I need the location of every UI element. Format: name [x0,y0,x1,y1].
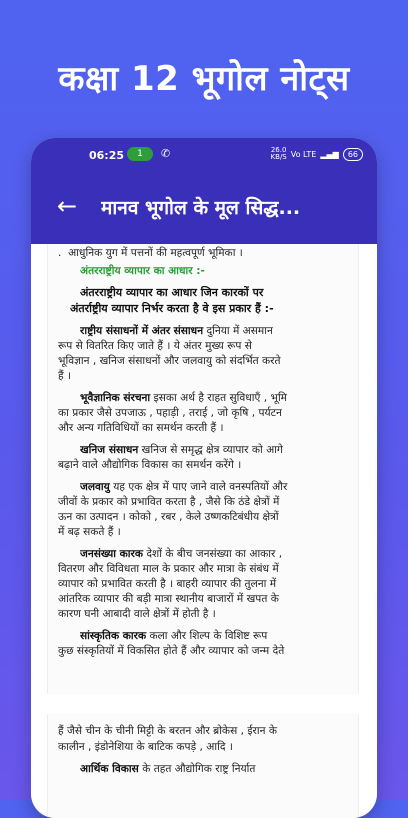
paragraph-line: का प्रकार जैसे उपजाऊ , पहाड़ी , तराई , जो कृषि , पर्यटन [58,407,282,419]
status-icons [271,147,363,161]
line-text: कला और शिल्प के विशिष्ट रूप [146,630,268,642]
paragraph-line: कालीन , इंडोनेशिया के बाटिक कपड़े , आदि । [58,741,233,753]
term-bold: संसाधन [173,325,204,337]
term-bold: सांस्कृतिक कारक [80,630,147,642]
term-bold: जनसंख्या कारक [80,548,144,560]
paragraph-line: हैं जैसे चीन के चीनी मिट्टी के बरतन और ब्रोकेस , ईरान के [58,725,277,737]
back-arrow-icon[interactable]: ← [57,192,78,220]
notes-content[interactable] [31,244,377,818]
term-bold: जलवायु [80,481,110,493]
notes-page-2 [47,714,359,818]
battery-level: 66 [347,149,358,159]
phone-frame [31,138,377,818]
paragraph-line: बढ़ाने वाले औद्योगिक विकास का समर्थन करेंगे । [58,459,242,471]
call-icon: ✆ [161,147,171,160]
paragraph-line: ऊन का उत्पादन । कोको , रबर , केले उष्णकटिबंधीय क्षेत्रों [58,511,279,523]
paragraph-line: हैं । [58,370,72,382]
term-bold: भूवैज्ञानिक संरचना [80,392,151,404]
text-line: . आधुनिक युग में पत्तनों की महत्वपूर्ण भूमिका । [58,247,243,259]
volte-badge: Vo LTE [290,149,317,159]
notes-page [47,244,359,694]
term-bold: खनिज संसाधन [80,444,139,456]
paragraph-line: में बढ़ सकते हैं । [58,526,121,538]
network-speed [271,147,287,161]
paragraph-line: व्यापार को प्रभावित करती है । बाहरी व्यापार की तुलना में [58,578,277,590]
paragraph-line: आंतरिक व्यापार की बड़ी मात्रा स्थानीय बाजारों में खपत के [58,593,279,605]
paragraph-line [80,762,377,776]
paragraph-line: और अन्य गतिविधियों का समर्थन करती हैं । [58,422,224,434]
page-gap [47,694,357,714]
speed-value: 26.0 [270,146,287,154]
line-text: दुनिया में असमान [203,325,273,337]
line-text: यह एक क्षेत्र में पाए जाने वाले वनस्पतियों और [109,481,288,493]
sub-heading: अंतरराष्ट्रीय व्यापार का आधार :- [80,265,205,277]
term-bold: आर्थिक विकास [80,763,139,775]
battery-icon [343,148,363,161]
line-text: आधुनिक युग में पत्तनों की महत्वपूर्ण भूमिका । [68,247,243,259]
page-title: मानव भूगोल के मूल सिद्ध... [101,197,301,219]
paragraph-line: भूविज्ञान , खनिज संसाधनों और जलवायु को संदर्भित करते [58,355,281,367]
paragraph-line [80,443,377,457]
app-bar [31,172,377,244]
paragraph-line: वितरण और विविधता माल के प्रकार और मात्रा के संबंध में [58,563,279,575]
promo-title: कक्षा 12 भूगोल नोट्स [58,59,350,99]
status-bar [31,138,377,172]
hotspot-icon [127,147,153,161]
line-text: देशों के बीच जनसंख्या का आकार , [143,548,283,560]
status-time: 06:25 [89,149,125,162]
line-text: इसका अर्थ है राहत सुविधाएँ , भूमि [150,392,288,404]
line-text: खनिज से समृद्ध क्षेत्र व्यापार को आगे [138,444,283,456]
paragraph-line: कुछ संस्कृतियों में विकसित होते हैं और व्यापार को जन्म देते [58,645,285,657]
intro-line: अंतर्राष्ट्रीय व्यापार निर्भर करता है वे इस प्रकार हैं :- [70,302,274,315]
term-bold: राष्ट्रीय संसाधनों में अंतर [80,325,171,337]
intro-line: अंतरराष्ट्रीय व्यापार का आधार जिन कारकों पर [80,286,264,299]
paragraph-line [80,480,377,494]
paragraph-line: रूप से वितरित किए जाते हैं । ये अंतर मुख्य रूप से [58,340,252,352]
paragraph-line [80,324,377,338]
speed-unit: KB/S [270,153,287,161]
paragraph-line [80,629,377,643]
hotspot-count: 1 [137,149,143,159]
line-text: के तहत औद्योगिक राष्ट्र निर्यात [138,763,256,775]
paragraph-line [80,391,377,405]
paragraph-line [80,547,377,561]
signal-icon: ▂▄▆ [320,149,339,159]
paragraph-line: कारण घनी आबादी वाले क्षेत्रों में होती है । [58,608,216,620]
paragraph-line: जीवों के प्रकार को प्रभावित करता है , जैसे कि ठंडे क्षेत्रों में [58,496,280,508]
